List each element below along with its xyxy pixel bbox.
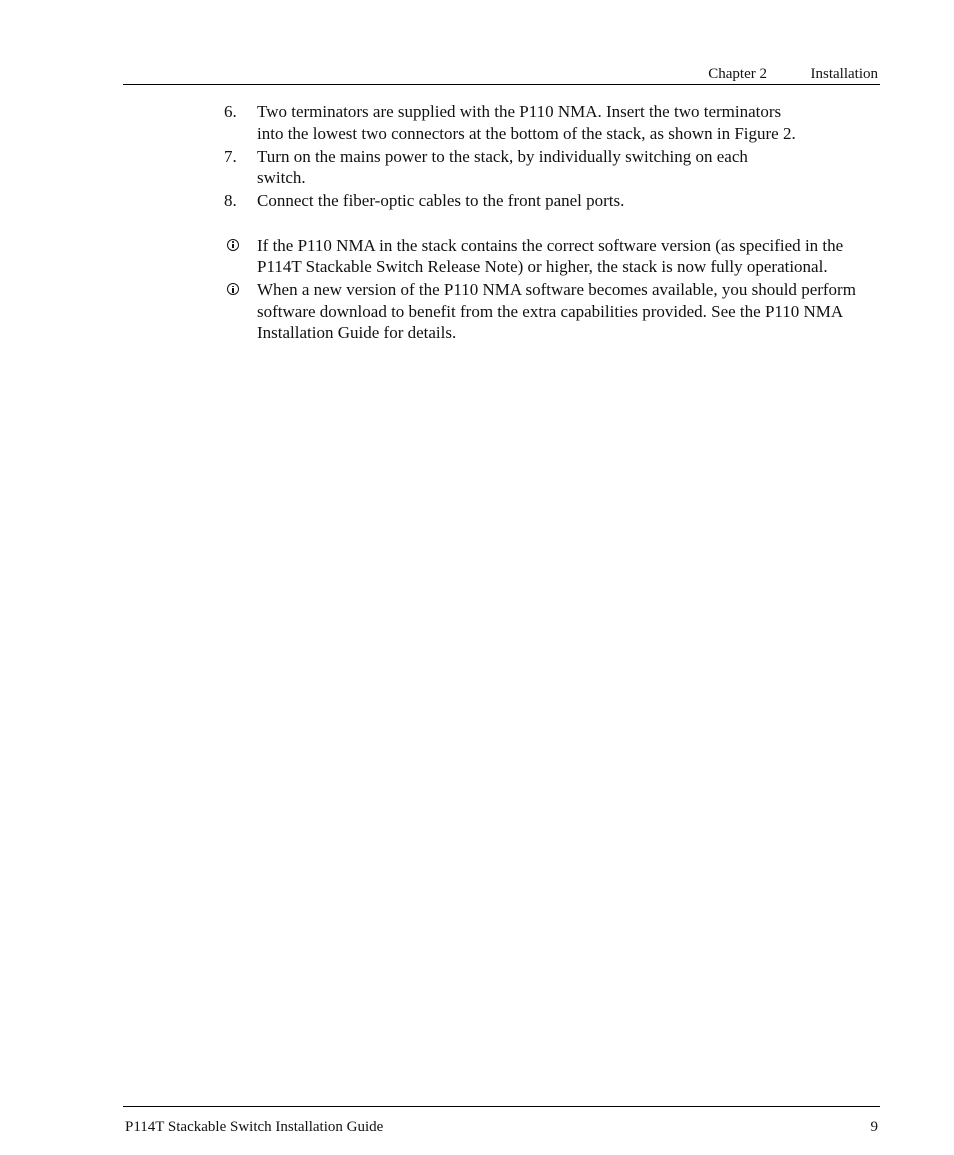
step-number: 7. bbox=[224, 146, 237, 166]
page-content bbox=[224, 101, 884, 345]
step-number: 8. bbox=[224, 191, 237, 210]
chapter-label: Chapter 2 bbox=[708, 66, 767, 82]
step-text-line: Turn on the mains power to the stack, by individually switching on each bbox=[257, 146, 748, 166]
step-item bbox=[224, 146, 884, 189]
section-label: Installation bbox=[810, 66, 878, 82]
page-footer bbox=[123, 1106, 880, 1135]
document-title: P114T Stackable Switch Installation Guide bbox=[125, 1119, 384, 1135]
note-text-line: If the P110 NMA in the stack contains the correct software version (as specified bbox=[257, 235, 801, 255]
step-item bbox=[224, 101, 884, 144]
info-icon bbox=[227, 239, 239, 251]
notes-section bbox=[224, 235, 884, 344]
step-item bbox=[224, 190, 884, 212]
step-text-line: Two terminators are supplied with the P110 NMA. Insert the two terminators bbox=[257, 102, 782, 121]
note-text-line: When a new version of the P110 NMA software becomes available, you should bbox=[257, 280, 797, 299]
step-text-line: Connect the fiber-optic cables to the front panel ports. bbox=[257, 191, 625, 210]
page-number: 9 bbox=[870, 1119, 878, 1135]
info-icon bbox=[227, 283, 239, 295]
page-header bbox=[123, 64, 880, 85]
note-text-line: in the P114T Stackable Switch Release Note) or higher, the stack is now fully bbox=[257, 235, 844, 276]
note-text-line: perform software download to benefit from the extra capabilities provided. bbox=[257, 280, 856, 321]
note-text-line: operational. bbox=[746, 257, 828, 276]
step-number: 6. bbox=[224, 102, 237, 121]
info-note bbox=[224, 235, 884, 278]
note-text-line: See the P110 NMA Installation Guide for details. bbox=[257, 301, 843, 342]
step-text-line: into the lowest two connectors at the bottom of the stack, as shown in Figure 2. bbox=[257, 123, 796, 143]
info-note bbox=[224, 279, 884, 344]
step-text-line: switch. bbox=[257, 168, 306, 187]
